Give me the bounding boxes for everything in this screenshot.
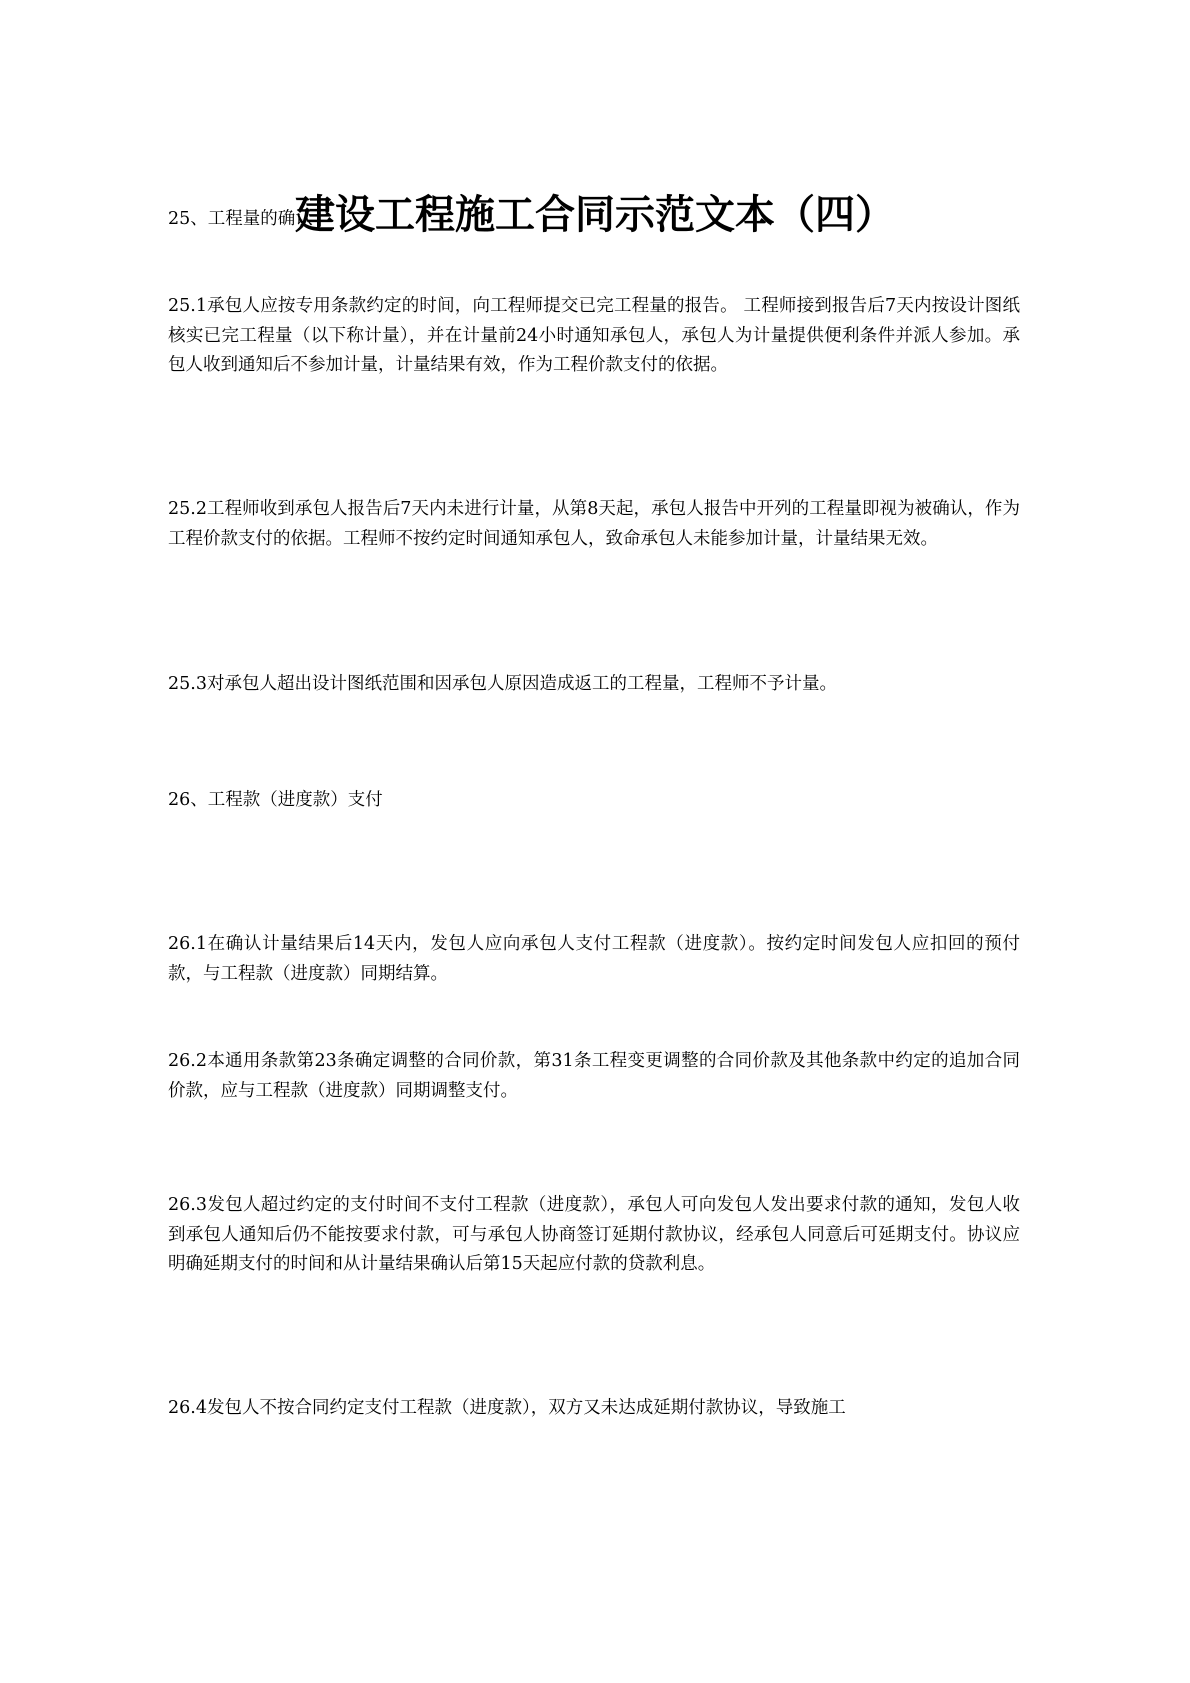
clause-26-3: 26.3发包人超过约定的支付时间不支付工程款（进度款），承包人可向发包人发出要求付款的通知，发包人收到承包人通知后仍不能按要求付款，可与承包人协商签订延期付款协议，经承包人同意后可延期支付。协议应明确延期支付的时间和从计量结果确认后第15天起应付款的贷款利息。: [168, 1195, 1020, 1274]
clause-25-3: 25.3对承包人超出设计图纸范围和因承包人原因造成返工的工程量，工程师不予计量。: [168, 674, 837, 694]
page-title: 建设工程施工合同示范文本（四）: [295, 190, 895, 238]
clause-26-4: 26.4发包人不按合同约定支付工程款（进度款），双方又未达成延期付款协议，导致施工: [168, 1398, 846, 1418]
clause-25-1: 25.1承包人应按专用条款约定的时间，向工程师提交已完工程量的报告。 工程师接到报告后7天内按设计图纸核实已完工程量（以下称计量），并在计量前24小时通知承包人，承包人为计量提供便利条件并派人参加。承包人收到通知后不参加计量，计量结果有效，作为工程价款支付的依据。: [168, 296, 1020, 375]
section-heading-25: 25、工程量的确认: [168, 209, 313, 229]
clause-25-2: 25.2工程师收到承包人报告后7天内未进行计量，从第8天起，承包人报告中开列的工程量即视为被确认，作为工程价款支付的依据。工程师不按约定时间通知承包人，致命承包人未能参加计量，计量结果无效。: [168, 499, 1020, 549]
section-heading-26: 26、工程款（进度款）支付: [168, 790, 383, 810]
clause-26-2: 26.2本通用条款第23条确定调整的合同价款，第31条工程变更调整的合同价款及其他条款中约定的追加合同价款，应与工程款（进度款）同期调整支付。: [168, 1051, 1020, 1101]
clause-26-1: 26.1在确认计量结果后14天内，发包人应向承包人支付工程款（进度款）。按约定时间发包人应扣回的预付款，与工程款（进度款）同期结算。: [168, 934, 1020, 984]
